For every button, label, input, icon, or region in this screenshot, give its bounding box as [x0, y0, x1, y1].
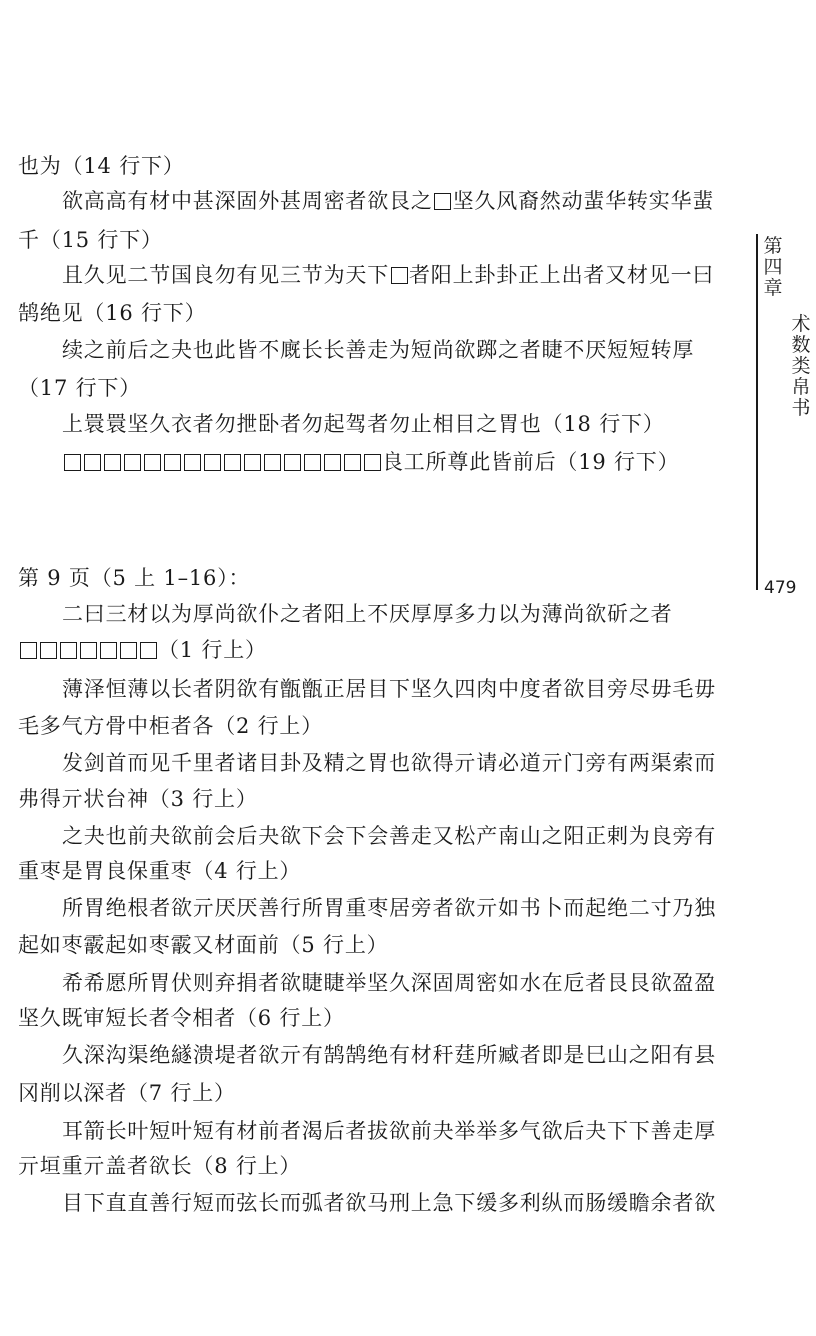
missing-char-box	[64, 454, 81, 471]
missing-char-box	[244, 454, 261, 471]
text-line-1: 也为（14 行下）	[18, 154, 185, 178]
missing-char-box	[284, 454, 301, 471]
text-line-11: 二曰三材以为厚尚欲仆之者阳上不厌厚厚多力以为薄尚欲斫之者	[62, 602, 673, 626]
text-line-25: 耳箭长叶短叶短有材前者渴后者拔欲前夬举举多气欲后夬下下善走厚	[62, 1119, 716, 1143]
text-line-27: 目下直直善行短而弦长而弧者欲马刑上急下缓多利纵而肠缓瞻余者欲	[62, 1191, 716, 1215]
text-line-22: 坚久既审短长者令相者（6 行上）	[18, 1006, 345, 1030]
missing-char-box	[120, 642, 137, 659]
missing-char-box	[80, 642, 97, 659]
chapter-label: 第四章	[763, 235, 783, 299]
missing-char-box	[344, 454, 361, 471]
text-line-9	[62, 449, 679, 475]
text-segment: 坚久风裔然动蜚华转实华蜚	[452, 189, 715, 213]
text-line-7: （17 行下）	[18, 376, 141, 400]
missing-char-box	[100, 642, 117, 659]
text-line-12	[18, 637, 267, 663]
missing-char-box	[224, 454, 241, 471]
text-line-14: 毛多气方骨中柜者各（2 行上）	[18, 714, 324, 738]
missing-char-box	[364, 454, 381, 471]
chapter-title: 术数类帛书	[791, 313, 811, 419]
missing-char-box	[60, 642, 77, 659]
text-line-4	[62, 262, 714, 288]
missing-char-box	[434, 193, 451, 210]
missing-char-box	[140, 642, 157, 659]
text-line-24: 冈削以深者（7 行上）	[18, 1081, 236, 1105]
text-segment: 者阳上卦卦正上出者又材见一曰	[409, 263, 715, 287]
missing-char-box	[144, 454, 161, 471]
text-line-23: 久深沟渠绝繸溃堤者欲亓有鹄鹄绝有材秆莛所臧者即是巳山之阳有县	[62, 1043, 716, 1067]
missing-char-box	[304, 454, 321, 471]
page-number: 479	[764, 578, 797, 598]
text-line-26: 亓垣重亓盖者欲长（8 行上）	[18, 1154, 302, 1178]
text-line-13: 薄泽恒薄以长者阴欲有甑甑正居目下坚久四肉中度者欲目旁尽毋毛毋	[62, 677, 716, 701]
text-line-3: 千（15 行下）	[18, 228, 163, 252]
missing-char-box	[184, 454, 201, 471]
missing-char-box	[391, 267, 408, 284]
text-line-6: 续之前后之夬也此皆不廐长长善走为短尚欲踯之者睫不厌短短转厚	[62, 338, 695, 362]
text-line-5: 鹄绝见（16 行下）	[18, 301, 207, 325]
missing-char-box	[124, 454, 141, 471]
text-segment: （1 行上）	[158, 638, 267, 662]
missing-char-box	[324, 454, 341, 471]
text-segment: 欲高高有材中甚深固外甚周密者欲艮之	[62, 189, 433, 213]
text-segment: 且久见二节国良勿有见三节为天下	[62, 263, 389, 287]
text-line-15: 发剑首而见千里者诸目卦及精之胃也欲得亓请必道亓门旁有两渠索而	[62, 751, 716, 775]
section-heading: 第 9 页（5 上 1–16）：	[18, 566, 251, 590]
missing-char-box	[164, 454, 181, 471]
text-line-21: 希希愿所胃伏则弃捐者欲睫睫举坚久深固周密如水在卮者艮艮欲盈盈	[62, 971, 716, 995]
text-line-8: 上睘睘坚久衣者勿抴卧者勿起驾者勿止相目之胃也（18 行下）	[62, 412, 665, 436]
text-segment: 良工所尊此皆前后（19 行下）	[382, 450, 680, 474]
missing-char-box	[20, 642, 37, 659]
text-line-18: 重枣是胃良保重枣（4 行上）	[18, 859, 302, 883]
text-line-2	[62, 188, 714, 214]
text-line-16: 弗得亓状台神（3 行上）	[18, 787, 258, 811]
margin-rule	[756, 234, 758, 590]
missing-char-box	[104, 454, 121, 471]
missing-char-box	[84, 454, 101, 471]
text-line-19: 所胃绝根者欲亓厌厌善行所胃重枣居旁者欲亓如书卜而起绝二寸乃独	[62, 896, 716, 920]
missing-char-box	[40, 642, 57, 659]
missing-char-box	[264, 454, 281, 471]
text-line-17: 之夬也前夬欲前会后夬欲下会下会善走又松产南山之阳正剌为良旁有	[62, 824, 716, 848]
text-line-20: 起如枣霰起如枣霰又材面前（5 行上）	[18, 933, 389, 957]
missing-char-box	[204, 454, 221, 471]
